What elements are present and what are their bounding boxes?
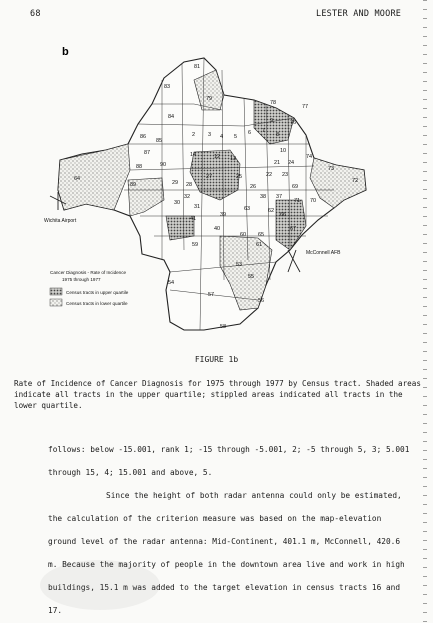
svg-text:13: 13 (230, 156, 237, 162)
svg-text:61: 61 (256, 242, 263, 248)
figure-caption-text: Rate of Incidence of Cancer Diagnosis for 1975 through 1977 by Census tract. Shaded areas indicate all tracts in the upper quartile; stippled areas indicated all tracts in the lower quartile. (14, 379, 421, 410)
svg-text:65: 65 (258, 232, 265, 238)
svg-text:62: 62 (268, 208, 275, 214)
svg-text:87: 87 (144, 150, 151, 156)
svg-text:21: 21 (274, 160, 281, 166)
panel-label: b (62, 46, 69, 58)
svg-text:40: 40 (214, 226, 221, 232)
svg-text:25: 25 (236, 174, 243, 180)
svg-text:69: 69 (292, 184, 299, 190)
svg-text:89: 89 (130, 182, 137, 188)
svg-text:81: 81 (194, 64, 201, 70)
svg-text:32: 32 (184, 194, 191, 200)
svg-text:26: 26 (250, 184, 257, 190)
figure-caption (14, 378, 422, 411)
svg-text:41: 41 (190, 216, 197, 222)
svg-text:64: 64 (74, 176, 81, 182)
svg-text:39: 39 (220, 212, 227, 218)
svg-text:55: 55 (248, 274, 255, 280)
airport-label: Wichita Airport (44, 218, 77, 224)
legend-subtitle: 1975 through 1977 (62, 277, 101, 282)
legend-swatch-upper (50, 288, 62, 295)
svg-text:88: 88 (136, 164, 143, 170)
svg-text:63: 63 (244, 206, 251, 212)
svg-text:66: 66 (280, 212, 287, 218)
svg-text:3: 3 (208, 132, 212, 138)
afb-label: McConnell AFB (306, 250, 341, 256)
svg-text:10: 10 (280, 148, 287, 154)
body-paragraph-2: Since the height of both radar antenna could only be estimated, the calculation of the criterion measure was based on the map-elevation ground level of the radar antenna: Mid-Continent, 401.1 m, McConnell, 420.6 m. Because the majority of people in the downtown area live and work in high buildings, 15.1 m was added to the target elevation in census tracts 16 and 17. (48, 491, 405, 615)
map-legend (50, 270, 129, 306)
svg-text:58: 58 (220, 324, 227, 330)
svg-text:24: 24 (288, 160, 295, 166)
body-paragraph-1: follows: below -15.001, rank 1; -15 through -5.001, 2; -5 through 5, 3; 5.001 through 15, 4; 15.001 and above, 5. (48, 445, 410, 477)
running-title: LESTER AND MOORE (316, 9, 402, 19)
legend-item-lower: Census tracts in lower quartile (66, 301, 128, 306)
svg-text:90: 90 (160, 162, 167, 168)
svg-text:59: 59 (192, 242, 199, 248)
page-number: 68 (30, 9, 41, 19)
svg-text:28: 28 (186, 182, 193, 188)
svg-text:83: 83 (164, 84, 171, 90)
svg-text:5: 5 (234, 134, 238, 140)
svg-text:71: 71 (294, 198, 301, 204)
svg-text:4: 4 (220, 134, 224, 140)
svg-text:70: 70 (310, 198, 317, 204)
svg-text:73: 73 (328, 166, 335, 172)
legend-swatch-lower (50, 299, 62, 306)
svg-text:37: 37 (276, 194, 283, 200)
svg-text:60: 60 (240, 232, 247, 238)
svg-text:78: 78 (270, 100, 277, 106)
legend-item-upper: Census tracts in upper quartile (66, 290, 129, 295)
svg-text:85: 85 (156, 138, 163, 144)
svg-text:31: 31 (194, 204, 201, 210)
svg-text:2: 2 (192, 132, 196, 138)
svg-text:86: 86 (140, 134, 147, 140)
svg-text:74: 74 (306, 154, 313, 160)
svg-text:7: 7 (262, 128, 266, 134)
svg-text:84: 84 (168, 114, 175, 120)
svg-text:14: 14 (190, 152, 197, 158)
svg-text:54: 54 (168, 280, 175, 286)
scan-edge-artifact (423, 0, 427, 623)
svg-text:77: 77 (302, 104, 309, 110)
scan-smudge (40, 560, 160, 610)
shaded-tract-southeast (276, 200, 306, 250)
svg-text:76: 76 (290, 120, 297, 126)
svg-text:38: 38 (260, 194, 267, 200)
census-tract-map (44, 40, 384, 340)
svg-text:22: 22 (266, 172, 273, 178)
svg-text:6: 6 (248, 130, 252, 136)
svg-text:29: 29 (172, 180, 179, 186)
svg-text:8: 8 (276, 132, 280, 138)
svg-text:53: 53 (236, 262, 243, 268)
svg-text:12: 12 (214, 154, 221, 160)
legend-title: Cancer Diagnosis - Rate of Incidence (50, 270, 127, 275)
svg-text:79: 79 (206, 96, 213, 102)
svg-text:30: 30 (174, 200, 181, 206)
svg-text:27: 27 (206, 174, 213, 180)
figure-caption-title: FIGURE 1b (194, 355, 239, 364)
svg-text:57: 57 (208, 292, 215, 298)
svg-text:9: 9 (270, 118, 274, 124)
svg-text:23: 23 (282, 172, 289, 178)
afb-icon (288, 250, 300, 272)
svg-text:67: 67 (290, 226, 297, 232)
svg-text:56: 56 (258, 298, 265, 304)
svg-text:72: 72 (352, 178, 359, 184)
